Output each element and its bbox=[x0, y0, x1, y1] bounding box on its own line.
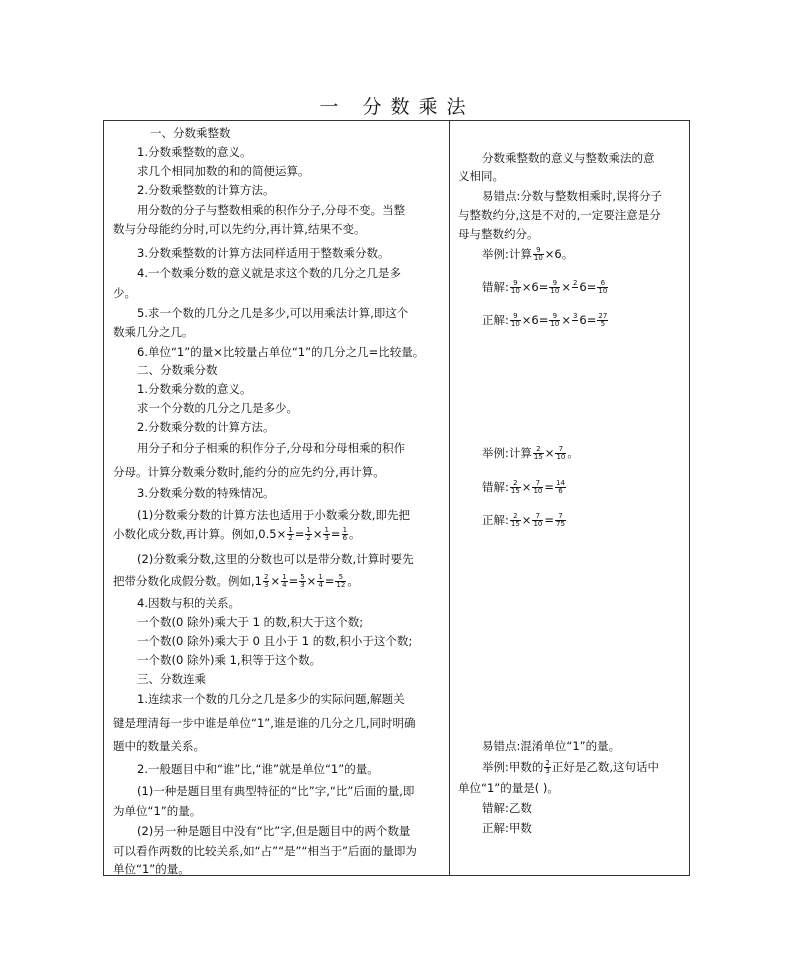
example-line bbox=[482, 246, 573, 262]
fraction: $\frac{7}{10}$ bbox=[533, 479, 543, 495]
wrong-solution: 错解:乙数 bbox=[482, 801, 532, 815]
correct-solution: 正解:甲数 bbox=[482, 821, 532, 835]
text-line: 题中的数量关系。 bbox=[113, 739, 205, 753]
fraction: $\frac{1}{2}$ bbox=[288, 526, 293, 542]
fraction: $\frac{2}{3}$ bbox=[545, 759, 550, 775]
text-line: 1.连续求一个数的几分之几是多少的实际问题,解题关 bbox=[137, 692, 405, 706]
fraction: $\frac{2}{3}$ bbox=[263, 573, 269, 589]
text-line: (2)分数乘分数,这里的分数也可以是带分数,计算时要先 bbox=[137, 552, 414, 566]
section-heading-1: 一、分数乘整数 bbox=[150, 126, 231, 140]
fraction: $\frac{1}{4}$ bbox=[282, 573, 287, 589]
text-line: 单位“1”的量。 bbox=[113, 862, 190, 876]
text-line: 1.分数乘整数的意义。 bbox=[137, 145, 252, 159]
fraction: $\frac{14}{6}$ bbox=[556, 479, 565, 495]
fraction: $\frac{1}{2}$ bbox=[306, 526, 311, 542]
text-line: 1.分数乘分数的意义。 bbox=[137, 382, 252, 396]
text-line: (2)另一种是题目中没有“比”字,但是题目中的两个数量 bbox=[137, 824, 411, 838]
text-line: 小数化成分数,再计算。例如,0.5× $\frac{1}{2}$ = $\frac{1}{2}$ × $\frac{1}{3}$ = $\frac{1}{6}$ 。 bbox=[113, 526, 361, 542]
text-segment: 错解: bbox=[482, 480, 509, 494]
text-line: (1)一种是题目里有典型特征的“比”字,“比”后面的量,即 bbox=[137, 784, 415, 798]
text-segment: 正解: bbox=[482, 513, 509, 527]
text-line: 2.一般题目中和“谁”比,“谁”就是单位“1”的量。 bbox=[137, 762, 379, 776]
note-line: 单位“1”的量是( )。 bbox=[458, 781, 559, 795]
text-line: 数与分母能约分时,可以先约分,再计算,结果不变。 bbox=[113, 222, 366, 236]
text-segment: 小数化成分数,再计算。例如,0.5× bbox=[113, 527, 287, 541]
text-line: 少。 bbox=[113, 286, 136, 300]
fraction: $\frac{5}{3}$ bbox=[300, 573, 305, 589]
text-segment: 举例:甲数的 bbox=[482, 760, 544, 774]
fraction: $\frac{6}{10}$ bbox=[598, 279, 608, 295]
text-line: 2.分数乘整数的计算方法。 bbox=[137, 183, 275, 197]
text-segment: 错解: bbox=[482, 280, 509, 294]
note-line: 易错点:混淆单位“1”的量。 bbox=[482, 739, 621, 753]
wrong-solution: 错解: $\frac{9}{10}$ ×6= $\frac{9}{10}$ × 2 6= $\frac{6}{10}$ bbox=[482, 279, 608, 295]
text-line: 用分子和分子相乘的积作分子,分母和分母相乘的积作 bbox=[137, 441, 406, 455]
text-segment: 举例:计算 bbox=[482, 247, 532, 261]
section-heading-3: 三、分数连乘 bbox=[137, 672, 206, 686]
text-line: 把带分数化成假分数。例如,1 $\frac{2}{3}$ × $\frac{1}{4}$ = $\frac{5}{3}$ × $\frac{1}{4}$ = $\frac{5}{12}$ 。 bbox=[113, 573, 359, 589]
page-title: 一 分数乘法 bbox=[319, 96, 475, 118]
text-segment: 把带分数化成假分数。例如,1 bbox=[113, 574, 262, 588]
fraction: $\frac{7}{75}$ bbox=[556, 512, 565, 528]
fraction: $\frac{9}{10}$ bbox=[550, 312, 560, 328]
text-line: 键是理清每一步中谁是单位“1”,谁是谁的几分之几,同时明确 bbox=[113, 716, 416, 730]
fraction: $\frac{7}{10}$ bbox=[533, 512, 543, 528]
text-line: 一个数(0 除外)乘 1,积等于这个数。 bbox=[137, 653, 322, 667]
correct-solution: 正解: $\frac{2}{15}$ × $\frac{7}{10}$ = $\frac{7}{75}$ bbox=[482, 512, 565, 528]
note-line: 与整数约分,这是不对的,一定要注意是分 bbox=[458, 208, 661, 222]
text-segment: ×6。 bbox=[544, 247, 574, 261]
text-segment: 举例:计算 bbox=[482, 446, 532, 460]
text-line: 5.求一个数的几分之几是多少,可以用乘法计算,即这个 bbox=[137, 306, 409, 320]
fraction: $\frac{2}{15}$ bbox=[533, 445, 543, 461]
text-line: 求几个相同加数的和的简便运算。 bbox=[137, 164, 310, 178]
text-line: (1)分数乘分数的计算方法也适用于小数乘分数,即先把 bbox=[137, 508, 410, 522]
correct-solution: 正解: $\frac{9}{10}$ ×6= $\frac{9}{10}$ × 3 6= $\frac{27}{5}$ bbox=[482, 312, 608, 328]
fraction: $\frac{7}{10}$ bbox=[556, 445, 566, 461]
example-line: 举例:计算 $\frac{2}{15}$ × $\frac{7}{10}$ 。 bbox=[482, 445, 579, 461]
text-line: 可以看作两数的比较关系,如“占”“是”“相当于”后面的量即为 bbox=[113, 844, 417, 858]
fraction: $\frac{1}{4}$ bbox=[318, 573, 323, 589]
text-line: 分母。计算分数乘分数时,能约分的应先约分,再计算。 bbox=[113, 465, 385, 479]
fraction: $\frac{2}{15}$ bbox=[510, 512, 520, 528]
example-line bbox=[482, 759, 659, 775]
fraction: 2 bbox=[572, 279, 578, 287]
note-line: 母与整数约分。 bbox=[458, 227, 539, 241]
fraction: $\frac{2}{15}$ bbox=[510, 479, 520, 495]
fraction: $\frac{9}{10}$ bbox=[510, 279, 520, 295]
text-line: 4.因数与积的关系。 bbox=[137, 596, 240, 610]
fraction: $\frac{1}{3}$ bbox=[324, 526, 329, 542]
text-segment: 正好是乙数,这句话中 bbox=[551, 760, 659, 774]
text-line: 为单位“1”的量。 bbox=[113, 804, 202, 818]
column-divider bbox=[449, 120, 450, 876]
note-line: 易错点:分数与整数相乘时,误将分子 bbox=[482, 189, 663, 203]
text-line: 6.单位“1”的量×比较量占单位“1”的几分之几=比较量。 bbox=[137, 345, 425, 359]
section-heading-2: 二、分数乘分数 bbox=[137, 363, 218, 377]
text-line: 数乘几分之几。 bbox=[113, 325, 194, 339]
fraction: $\frac{9}{10}$ bbox=[550, 279, 560, 295]
fraction: $\frac{27}{5}$ bbox=[598, 312, 608, 328]
text-segment: 正解: bbox=[482, 313, 509, 327]
wrong-solution: 错解: $\frac{2}{15}$ × $\frac{7}{10}$ = $\frac{14}{6}$ bbox=[482, 479, 565, 495]
text-line: 3.分数乘分数的特殊情况。 bbox=[137, 486, 275, 500]
fraction: $\frac{1}{6}$ bbox=[342, 526, 348, 542]
text-line: 3.分数乘整数的计算方法同样适用于整数乘分数。 bbox=[137, 246, 390, 260]
note-line: 义相同。 bbox=[458, 169, 504, 183]
note-line: 分数乘整数的意义与整数乘法的意 bbox=[482, 151, 655, 165]
text-line: 4.一个数乘分数的意义就是求这个数的几分之几是多 bbox=[137, 266, 401, 280]
fraction: 3 bbox=[572, 312, 578, 320]
fraction: $\frac{9}{10}$ bbox=[533, 246, 543, 262]
text-line: 2.分数乘分数的计算方法。 bbox=[137, 420, 275, 434]
text-line: 一个数(0 除外)乘大于 1 的数,积大于这个数; bbox=[137, 615, 364, 629]
fraction: $\frac{9}{10}$ bbox=[510, 312, 520, 328]
text-line: 一个数(0 除外)乘大于 0 且小于 1 的数,积小于这个数; bbox=[137, 634, 413, 648]
text-line: 求一个分数的几分之几是多少。 bbox=[137, 401, 298, 415]
text-line: 用分数的分子与整数相乘的积作分子,分母不变。当整 bbox=[137, 203, 406, 217]
fraction: $\frac{5}{12}$ bbox=[336, 573, 346, 589]
